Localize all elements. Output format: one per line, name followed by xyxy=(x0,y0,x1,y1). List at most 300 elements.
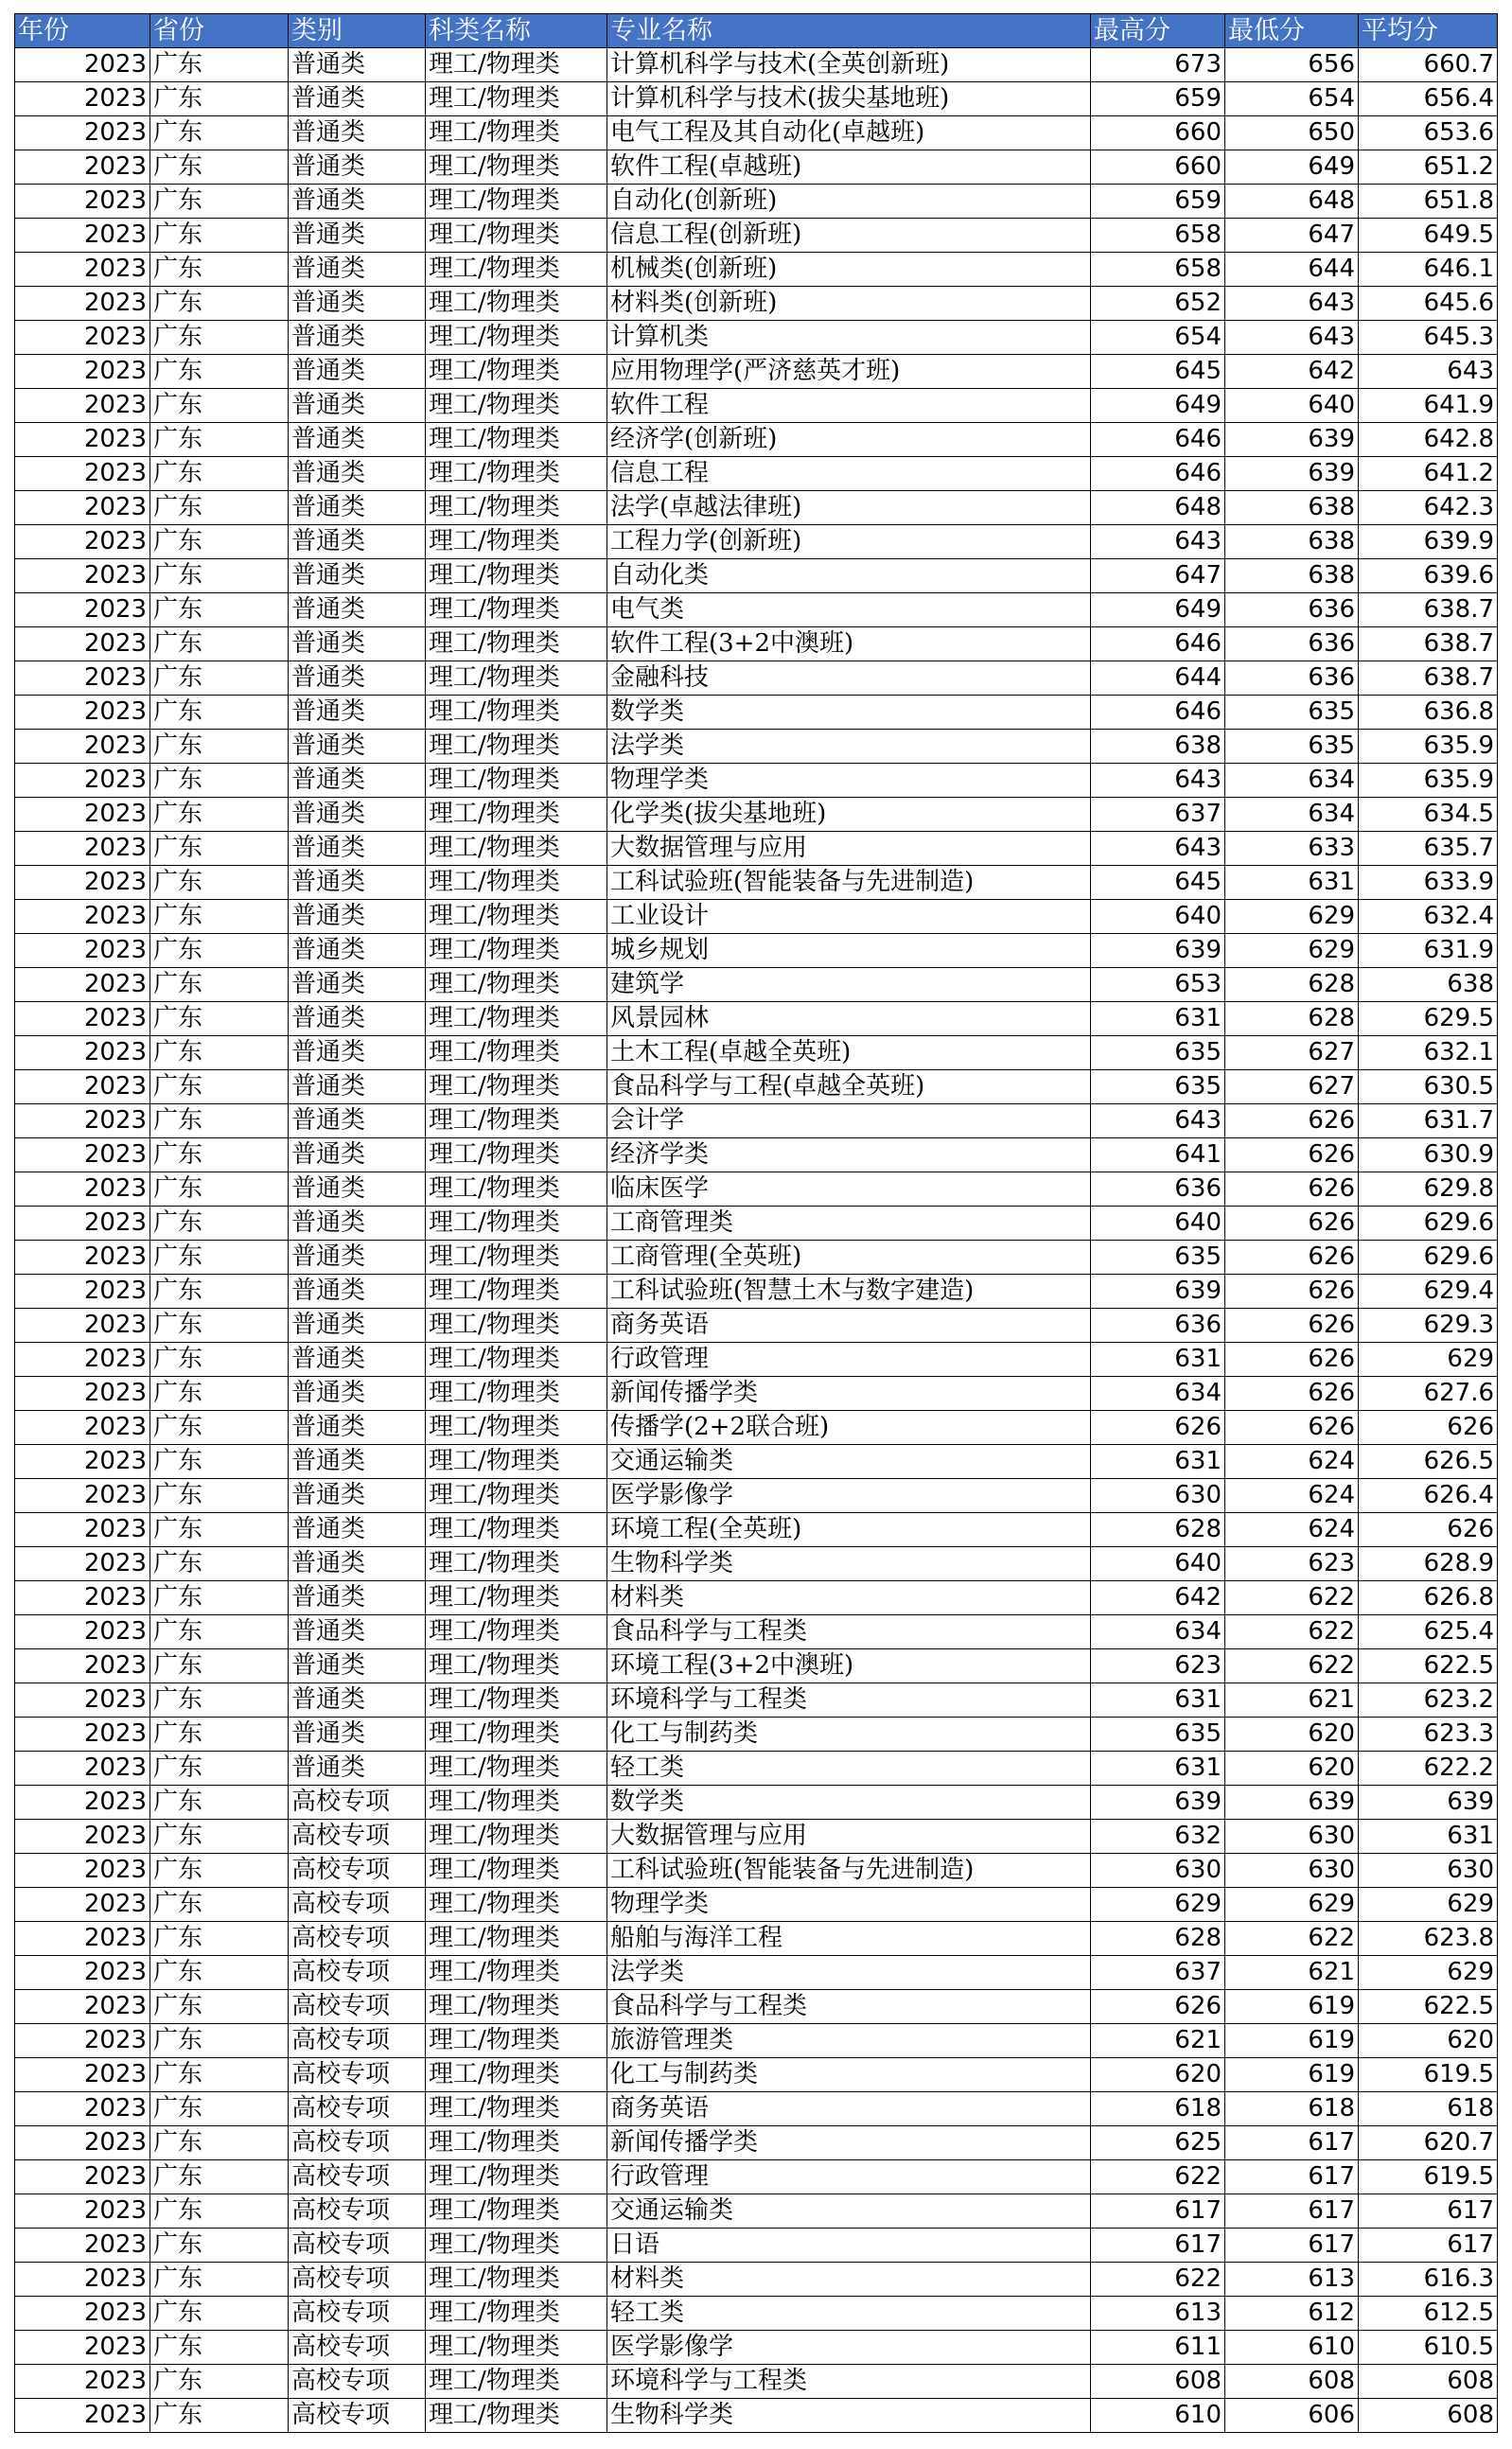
min-score-cell[interactable]: 639 xyxy=(1225,423,1359,457)
major-cell[interactable]: 风景园林 xyxy=(607,1002,1091,1036)
major-cell[interactable]: 材料类(创新班) xyxy=(607,287,1091,321)
province-cell[interactable]: 广东 xyxy=(150,355,289,389)
year-cell[interactable]: 2023 xyxy=(15,1649,150,1683)
category-cell[interactable]: 普通类 xyxy=(289,1207,426,1241)
year-cell[interactable]: 2023 xyxy=(15,1854,150,1888)
max-score-cell[interactable]: 636 xyxy=(1091,1172,1225,1207)
major-cell[interactable]: 环境工程(全英班) xyxy=(607,1513,1091,1547)
avg-score-cell[interactable]: 642.3 xyxy=(1359,491,1498,525)
subject-type-cell[interactable]: 理工/物理类 xyxy=(426,1241,607,1275)
category-cell[interactable]: 高校专项 xyxy=(289,1990,426,2024)
category-cell[interactable]: 普通类 xyxy=(289,1445,426,1479)
max-score-cell[interactable]: 673 xyxy=(1091,48,1225,82)
province-cell[interactable]: 广东 xyxy=(150,1207,289,1241)
year-cell[interactable]: 2023 xyxy=(15,1036,150,1070)
min-score-cell[interactable]: 622 xyxy=(1225,1922,1359,1956)
min-score-cell[interactable]: 633 xyxy=(1225,832,1359,866)
max-score-cell[interactable]: 658 xyxy=(1091,219,1225,253)
max-score-cell[interactable]: 637 xyxy=(1091,798,1225,832)
province-cell[interactable]: 广东 xyxy=(150,2331,289,2365)
min-score-cell[interactable]: 617 xyxy=(1225,2229,1359,2263)
province-cell[interactable]: 广东 xyxy=(150,1581,289,1615)
category-cell[interactable]: 普通类 xyxy=(289,1718,426,1752)
max-score-cell[interactable]: 640 xyxy=(1091,1547,1225,1581)
subject-type-cell[interactable]: 理工/物理类 xyxy=(426,593,607,627)
avg-score-cell[interactable]: 629.8 xyxy=(1359,1172,1498,1207)
category-cell[interactable]: 普通类 xyxy=(289,423,426,457)
province-cell[interactable]: 广东 xyxy=(150,968,289,1002)
subject-type-cell[interactable]: 理工/物理类 xyxy=(426,900,607,934)
year-cell[interactable]: 2023 xyxy=(15,2399,150,2433)
min-score-cell[interactable]: 630 xyxy=(1225,1854,1359,1888)
major-cell[interactable]: 物理学类 xyxy=(607,764,1091,798)
max-score-cell[interactable]: 639 xyxy=(1091,1275,1225,1309)
max-score-cell[interactable]: 646 xyxy=(1091,423,1225,457)
category-cell[interactable]: 高校专项 xyxy=(289,2160,426,2194)
year-cell[interactable]: 2023 xyxy=(15,321,150,355)
category-cell[interactable]: 普通类 xyxy=(289,287,426,321)
max-score-cell[interactable]: 622 xyxy=(1091,2263,1225,2297)
year-cell[interactable]: 2023 xyxy=(15,1888,150,1922)
avg-score-cell[interactable]: 617 xyxy=(1359,2229,1498,2263)
category-cell[interactable]: 高校专项 xyxy=(289,2399,426,2433)
year-cell[interactable]: 2023 xyxy=(15,2365,150,2399)
max-score-cell[interactable]: 629 xyxy=(1091,1888,1225,1922)
subject-type-cell[interactable]: 理工/物理类 xyxy=(426,627,607,661)
subject-type-cell[interactable]: 理工/物理类 xyxy=(426,1888,607,1922)
province-cell[interactable]: 广东 xyxy=(150,2024,289,2058)
major-cell[interactable]: 电气工程及其自动化(卓越班) xyxy=(607,116,1091,150)
major-cell[interactable]: 商务英语 xyxy=(607,1309,1091,1343)
max-score-cell[interactable]: 631 xyxy=(1091,1683,1225,1718)
category-cell[interactable]: 普通类 xyxy=(289,900,426,934)
max-score-cell[interactable]: 660 xyxy=(1091,116,1225,150)
province-cell[interactable]: 广东 xyxy=(150,253,289,287)
year-cell[interactable]: 2023 xyxy=(15,423,150,457)
subject-type-cell[interactable]: 理工/物理类 xyxy=(426,1070,607,1104)
year-cell[interactable]: 2023 xyxy=(15,287,150,321)
year-cell[interactable]: 2023 xyxy=(15,968,150,1002)
max-score-cell[interactable]: 611 xyxy=(1091,2331,1225,2365)
category-cell[interactable]: 普通类 xyxy=(289,1377,426,1411)
subject-type-cell[interactable]: 理工/物理类 xyxy=(426,764,607,798)
subject-type-cell[interactable]: 理工/物理类 xyxy=(426,150,607,185)
max-score-cell[interactable]: 649 xyxy=(1091,593,1225,627)
province-cell[interactable]: 广东 xyxy=(150,1343,289,1377)
max-score-cell[interactable]: 610 xyxy=(1091,2399,1225,2433)
province-cell[interactable]: 广东 xyxy=(150,2058,289,2092)
subject-type-cell[interactable]: 理工/物理类 xyxy=(426,1445,607,1479)
max-score-cell[interactable]: 635 xyxy=(1091,1718,1225,1752)
category-cell[interactable]: 高校专项 xyxy=(289,1956,426,1990)
province-cell[interactable]: 广东 xyxy=(150,219,289,253)
major-cell[interactable]: 城乡规划 xyxy=(607,934,1091,968)
year-cell[interactable]: 2023 xyxy=(15,2297,150,2331)
major-cell[interactable]: 建筑学 xyxy=(607,968,1091,1002)
major-cell[interactable]: 计算机类 xyxy=(607,321,1091,355)
major-cell[interactable]: 材料类 xyxy=(607,2263,1091,2297)
avg-score-cell[interactable]: 646.1 xyxy=(1359,253,1498,287)
year-cell[interactable]: 2023 xyxy=(15,1683,150,1718)
min-score-cell[interactable]: 654 xyxy=(1225,82,1359,116)
avg-score-cell[interactable]: 632.4 xyxy=(1359,900,1498,934)
max-score-cell[interactable]: 646 xyxy=(1091,696,1225,730)
major-cell[interactable]: 软件工程 xyxy=(607,389,1091,423)
category-cell[interactable]: 普通类 xyxy=(289,1002,426,1036)
subject-type-cell[interactable]: 理工/物理类 xyxy=(426,287,607,321)
year-cell[interactable]: 2023 xyxy=(15,355,150,389)
min-score-cell[interactable]: 629 xyxy=(1225,1888,1359,1922)
major-cell[interactable]: 日语 xyxy=(607,2229,1091,2263)
max-score-cell[interactable]: 643 xyxy=(1091,764,1225,798)
province-cell[interactable]: 广东 xyxy=(150,1922,289,1956)
subject-type-cell[interactable]: 理工/物理类 xyxy=(426,1615,607,1649)
province-cell[interactable]: 广东 xyxy=(150,82,289,116)
subject-type-cell[interactable]: 理工/物理类 xyxy=(426,798,607,832)
major-cell[interactable]: 材料类 xyxy=(607,1581,1091,1615)
major-cell[interactable]: 传播学(2+2联合班) xyxy=(607,1411,1091,1445)
category-cell[interactable]: 普通类 xyxy=(289,832,426,866)
min-score-cell[interactable]: 640 xyxy=(1225,389,1359,423)
year-cell[interactable]: 2023 xyxy=(15,1070,150,1104)
year-cell[interactable]: 2023 xyxy=(15,2058,150,2092)
year-cell[interactable]: 2023 xyxy=(15,1718,150,1752)
category-cell[interactable]: 普通类 xyxy=(289,1309,426,1343)
province-cell[interactable]: 广东 xyxy=(150,2160,289,2194)
avg-score-cell[interactable]: 610.5 xyxy=(1359,2331,1498,2365)
subject-type-cell[interactable]: 理工/物理类 xyxy=(426,1854,607,1888)
subject-type-cell[interactable]: 理工/物理类 xyxy=(426,832,607,866)
province-cell[interactable]: 广东 xyxy=(150,1990,289,2024)
category-cell[interactable]: 高校专项 xyxy=(289,2058,426,2092)
min-score-cell[interactable]: 638 xyxy=(1225,559,1359,593)
province-cell[interactable]: 广东 xyxy=(150,1104,289,1138)
avg-score-cell[interactable]: 626.8 xyxy=(1359,1581,1498,1615)
max-score-cell[interactable]: 625 xyxy=(1091,2126,1225,2160)
min-score-cell[interactable]: 621 xyxy=(1225,1956,1359,1990)
subject-type-cell[interactable]: 理工/物理类 xyxy=(426,1820,607,1854)
avg-score-cell[interactable]: 618 xyxy=(1359,2092,1498,2126)
category-cell[interactable]: 普通类 xyxy=(289,1275,426,1309)
province-cell[interactable]: 广东 xyxy=(150,1820,289,1854)
year-cell[interactable]: 2023 xyxy=(15,934,150,968)
min-score-cell[interactable]: 626 xyxy=(1225,1275,1359,1309)
avg-score-cell[interactable]: 630.9 xyxy=(1359,1138,1498,1172)
category-cell[interactable]: 普通类 xyxy=(289,1513,426,1547)
max-score-cell[interactable]: 618 xyxy=(1091,2092,1225,2126)
year-cell[interactable]: 2023 xyxy=(15,389,150,423)
avg-score-cell[interactable]: 636.8 xyxy=(1359,696,1498,730)
category-cell[interactable]: 普通类 xyxy=(289,1172,426,1207)
subject-type-cell[interactable]: 理工/物理类 xyxy=(426,1752,607,1786)
category-cell[interactable]: 普通类 xyxy=(289,321,426,355)
major-cell[interactable]: 大数据管理与应用 xyxy=(607,1820,1091,1854)
max-score-cell[interactable]: 613 xyxy=(1091,2297,1225,2331)
min-score-cell[interactable]: 635 xyxy=(1225,696,1359,730)
min-score-cell[interactable]: 649 xyxy=(1225,150,1359,185)
province-cell[interactable]: 广东 xyxy=(150,491,289,525)
avg-score-cell[interactable]: 635.9 xyxy=(1359,764,1498,798)
province-cell[interactable]: 广东 xyxy=(150,1615,289,1649)
province-cell[interactable]: 广东 xyxy=(150,1956,289,1990)
subject-type-cell[interactable]: 理工/物理类 xyxy=(426,1309,607,1343)
min-score-cell[interactable]: 656 xyxy=(1225,48,1359,82)
min-score-cell[interactable]: 630 xyxy=(1225,1820,1359,1854)
max-score-cell[interactable]: 647 xyxy=(1091,559,1225,593)
header-year[interactable]: 年份 xyxy=(15,14,150,48)
major-cell[interactable]: 会计学 xyxy=(607,1104,1091,1138)
subject-type-cell[interactable]: 理工/物理类 xyxy=(426,1411,607,1445)
year-cell[interactable]: 2023 xyxy=(15,593,150,627)
year-cell[interactable]: 2023 xyxy=(15,1377,150,1411)
avg-score-cell[interactable]: 616.3 xyxy=(1359,2263,1498,2297)
min-score-cell[interactable]: 634 xyxy=(1225,798,1359,832)
avg-score-cell[interactable]: 626 xyxy=(1359,1411,1498,1445)
year-cell[interactable]: 2023 xyxy=(15,1002,150,1036)
avg-score-cell[interactable]: 643 xyxy=(1359,355,1498,389)
avg-score-cell[interactable]: 608 xyxy=(1359,2399,1498,2433)
major-cell[interactable]: 自动化(创新班) xyxy=(607,185,1091,219)
max-score-cell[interactable]: 660 xyxy=(1091,150,1225,185)
avg-score-cell[interactable]: 641.2 xyxy=(1359,457,1498,491)
category-cell[interactable]: 普通类 xyxy=(289,1547,426,1581)
province-cell[interactable]: 广东 xyxy=(150,1138,289,1172)
avg-score-cell[interactable]: 649.5 xyxy=(1359,219,1498,253)
min-score-cell[interactable]: 623 xyxy=(1225,1547,1359,1581)
min-score-cell[interactable]: 617 xyxy=(1225,2160,1359,2194)
subject-type-cell[interactable]: 理工/物理类 xyxy=(426,1990,607,2024)
avg-score-cell[interactable]: 626.5 xyxy=(1359,1445,1498,1479)
max-score-cell[interactable]: 630 xyxy=(1091,1479,1225,1513)
year-cell[interactable]: 2023 xyxy=(15,219,150,253)
avg-score-cell[interactable]: 619.5 xyxy=(1359,2160,1498,2194)
category-cell[interactable]: 普通类 xyxy=(289,866,426,900)
province-cell[interactable]: 广东 xyxy=(150,150,289,185)
major-cell[interactable]: 化工与制药类 xyxy=(607,1718,1091,1752)
year-cell[interactable]: 2023 xyxy=(15,253,150,287)
category-cell[interactable]: 高校专项 xyxy=(289,1786,426,1820)
province-cell[interactable]: 广东 xyxy=(150,48,289,82)
avg-score-cell[interactable]: 626 xyxy=(1359,1513,1498,1547)
major-cell[interactable]: 软件工程(卓越班) xyxy=(607,150,1091,185)
subject-type-cell[interactable]: 理工/物理类 xyxy=(426,1683,607,1718)
province-cell[interactable]: 广东 xyxy=(150,1172,289,1207)
category-cell[interactable]: 普通类 xyxy=(289,1036,426,1070)
category-cell[interactable]: 普通类 xyxy=(289,116,426,150)
major-cell[interactable]: 食品科学与工程(卓越全英班) xyxy=(607,1070,1091,1104)
min-score-cell[interactable]: 636 xyxy=(1225,593,1359,627)
subject-type-cell[interactable]: 理工/物理类 xyxy=(426,321,607,355)
major-cell[interactable]: 信息工程(创新班) xyxy=(607,219,1091,253)
max-score-cell[interactable]: 658 xyxy=(1091,253,1225,287)
avg-score-cell[interactable]: 629.6 xyxy=(1359,1241,1498,1275)
major-cell[interactable]: 食品科学与工程类 xyxy=(607,1990,1091,2024)
year-cell[interactable]: 2023 xyxy=(15,627,150,661)
min-score-cell[interactable]: 631 xyxy=(1225,866,1359,900)
year-cell[interactable]: 2023 xyxy=(15,82,150,116)
max-score-cell[interactable]: 648 xyxy=(1091,491,1225,525)
year-cell[interactable]: 2023 xyxy=(15,1513,150,1547)
category-cell[interactable]: 普通类 xyxy=(289,1343,426,1377)
min-score-cell[interactable]: 626 xyxy=(1225,1411,1359,1445)
major-cell[interactable]: 法学类 xyxy=(607,1956,1091,1990)
max-score-cell[interactable]: 652 xyxy=(1091,287,1225,321)
subject-type-cell[interactable]: 理工/物理类 xyxy=(426,1581,607,1615)
category-cell[interactable]: 普通类 xyxy=(289,219,426,253)
year-cell[interactable]: 2023 xyxy=(15,48,150,82)
max-score-cell[interactable]: 635 xyxy=(1091,1070,1225,1104)
max-score-cell[interactable]: 626 xyxy=(1091,1990,1225,2024)
avg-score-cell[interactable]: 623.2 xyxy=(1359,1683,1498,1718)
min-score-cell[interactable]: 626 xyxy=(1225,1207,1359,1241)
province-cell[interactable]: 广东 xyxy=(150,2399,289,2433)
avg-score-cell[interactable]: 638.7 xyxy=(1359,593,1498,627)
min-score-cell[interactable]: 620 xyxy=(1225,1752,1359,1786)
min-score-cell[interactable]: 628 xyxy=(1225,968,1359,1002)
subject-type-cell[interactable]: 理工/物理类 xyxy=(426,48,607,82)
major-cell[interactable]: 工商管理类 xyxy=(607,1207,1091,1241)
year-cell[interactable]: 2023 xyxy=(15,1343,150,1377)
subject-type-cell[interactable]: 理工/物理类 xyxy=(426,1956,607,1990)
major-cell[interactable]: 信息工程 xyxy=(607,457,1091,491)
min-score-cell[interactable]: 644 xyxy=(1225,253,1359,287)
province-cell[interactable]: 广东 xyxy=(150,2229,289,2263)
category-cell[interactable]: 普通类 xyxy=(289,934,426,968)
province-cell[interactable]: 广东 xyxy=(150,457,289,491)
subject-type-cell[interactable]: 理工/物理类 xyxy=(426,2058,607,2092)
avg-score-cell[interactable]: 617 xyxy=(1359,2194,1498,2229)
avg-score-cell[interactable]: 622.2 xyxy=(1359,1752,1498,1786)
avg-score-cell[interactable]: 623.8 xyxy=(1359,1922,1498,1956)
major-cell[interactable]: 临床医学 xyxy=(607,1172,1091,1207)
major-cell[interactable]: 轻工类 xyxy=(607,2297,1091,2331)
min-score-cell[interactable]: 622 xyxy=(1225,1649,1359,1683)
major-cell[interactable]: 工科试验班(智能装备与先进制造) xyxy=(607,1854,1091,1888)
min-score-cell[interactable]: 639 xyxy=(1225,1786,1359,1820)
category-cell[interactable]: 普通类 xyxy=(289,1581,426,1615)
category-cell[interactable]: 高校专项 xyxy=(289,2092,426,2126)
year-cell[interactable]: 2023 xyxy=(15,1445,150,1479)
year-cell[interactable]: 2023 xyxy=(15,1956,150,1990)
province-cell[interactable]: 广东 xyxy=(150,1513,289,1547)
major-cell[interactable]: 物理学类 xyxy=(607,1888,1091,1922)
major-cell[interactable]: 新闻传播学类 xyxy=(607,2126,1091,2160)
province-cell[interactable]: 广东 xyxy=(150,1683,289,1718)
category-cell[interactable]: 高校专项 xyxy=(289,2365,426,2399)
subject-type-cell[interactable]: 理工/物理类 xyxy=(426,1547,607,1581)
major-cell[interactable]: 行政管理 xyxy=(607,2160,1091,2194)
min-score-cell[interactable]: 626 xyxy=(1225,1309,1359,1343)
avg-score-cell[interactable]: 625.4 xyxy=(1359,1615,1498,1649)
header-avg-score[interactable]: 平均分 xyxy=(1359,14,1498,48)
category-cell[interactable]: 普通类 xyxy=(289,1649,426,1683)
max-score-cell[interactable]: 632 xyxy=(1091,1820,1225,1854)
major-cell[interactable]: 环境工程(3+2中澳班) xyxy=(607,1649,1091,1683)
province-cell[interactable]: 广东 xyxy=(150,934,289,968)
year-cell[interactable]: 2023 xyxy=(15,1615,150,1649)
category-cell[interactable]: 高校专项 xyxy=(289,2331,426,2365)
category-cell[interactable]: 普通类 xyxy=(289,559,426,593)
subject-type-cell[interactable]: 理工/物理类 xyxy=(426,1343,607,1377)
max-score-cell[interactable]: 645 xyxy=(1091,866,1225,900)
avg-score-cell[interactable]: 628.9 xyxy=(1359,1547,1498,1581)
category-cell[interactable]: 普通类 xyxy=(289,968,426,1002)
subject-type-cell[interactable]: 理工/物理类 xyxy=(426,1786,607,1820)
max-score-cell[interactable]: 659 xyxy=(1091,185,1225,219)
category-cell[interactable]: 普通类 xyxy=(289,764,426,798)
major-cell[interactable]: 自动化类 xyxy=(607,559,1091,593)
year-cell[interactable]: 2023 xyxy=(15,2194,150,2229)
category-cell[interactable]: 普通类 xyxy=(289,627,426,661)
subject-type-cell[interactable]: 理工/物理类 xyxy=(426,1922,607,1956)
header-major[interactable]: 专业名称 xyxy=(607,14,1091,48)
min-score-cell[interactable]: 635 xyxy=(1225,730,1359,764)
subject-type-cell[interactable]: 理工/物理类 xyxy=(426,866,607,900)
subject-type-cell[interactable]: 理工/物理类 xyxy=(426,253,607,287)
subject-type-cell[interactable]: 理工/物理类 xyxy=(426,423,607,457)
subject-type-cell[interactable]: 理工/物理类 xyxy=(426,185,607,219)
major-cell[interactable]: 机械类(创新班) xyxy=(607,253,1091,287)
max-score-cell[interactable]: 643 xyxy=(1091,1104,1225,1138)
major-cell[interactable]: 法学类 xyxy=(607,730,1091,764)
min-score-cell[interactable]: 612 xyxy=(1225,2297,1359,2331)
min-score-cell[interactable]: 643 xyxy=(1225,287,1359,321)
max-score-cell[interactable]: 634 xyxy=(1091,1377,1225,1411)
category-cell[interactable]: 普通类 xyxy=(289,1138,426,1172)
year-cell[interactable]: 2023 xyxy=(15,1786,150,1820)
subject-type-cell[interactable]: 理工/物理类 xyxy=(426,116,607,150)
subject-type-cell[interactable]: 理工/物理类 xyxy=(426,389,607,423)
subject-type-cell[interactable]: 理工/物理类 xyxy=(426,2229,607,2263)
min-score-cell[interactable]: 626 xyxy=(1225,1138,1359,1172)
year-cell[interactable]: 2023 xyxy=(15,2092,150,2126)
avg-score-cell[interactable]: 631 xyxy=(1359,1820,1498,1854)
subject-type-cell[interactable]: 理工/物理类 xyxy=(426,1479,607,1513)
major-cell[interactable]: 环境科学与工程类 xyxy=(607,2365,1091,2399)
year-cell[interactable]: 2023 xyxy=(15,457,150,491)
year-cell[interactable]: 2023 xyxy=(15,1309,150,1343)
max-score-cell[interactable]: 641 xyxy=(1091,1138,1225,1172)
subject-type-cell[interactable]: 理工/物理类 xyxy=(426,1036,607,1070)
subject-type-cell[interactable]: 理工/物理类 xyxy=(426,219,607,253)
avg-score-cell[interactable]: 627.6 xyxy=(1359,1377,1498,1411)
subject-type-cell[interactable]: 理工/物理类 xyxy=(426,2092,607,2126)
major-cell[interactable]: 大数据管理与应用 xyxy=(607,832,1091,866)
min-score-cell[interactable]: 626 xyxy=(1225,1241,1359,1275)
header-min-score[interactable]: 最低分 xyxy=(1225,14,1359,48)
min-score-cell[interactable]: 622 xyxy=(1225,1581,1359,1615)
min-score-cell[interactable]: 647 xyxy=(1225,219,1359,253)
avg-score-cell[interactable]: 634.5 xyxy=(1359,798,1498,832)
year-cell[interactable]: 2023 xyxy=(15,1207,150,1241)
category-cell[interactable]: 普通类 xyxy=(289,82,426,116)
min-score-cell[interactable]: 629 xyxy=(1225,900,1359,934)
subject-type-cell[interactable]: 理工/物理类 xyxy=(426,1138,607,1172)
year-cell[interactable]: 2023 xyxy=(15,1752,150,1786)
avg-score-cell[interactable]: 629.6 xyxy=(1359,1207,1498,1241)
max-score-cell[interactable]: 622 xyxy=(1091,2160,1225,2194)
min-score-cell[interactable]: 610 xyxy=(1225,2331,1359,2365)
subject-type-cell[interactable]: 理工/物理类 xyxy=(426,525,607,559)
major-cell[interactable]: 环境科学与工程类 xyxy=(607,1683,1091,1718)
avg-score-cell[interactable]: 629 xyxy=(1359,1343,1498,1377)
max-score-cell[interactable]: 644 xyxy=(1091,661,1225,696)
major-cell[interactable]: 应用物理学(严济慈英才班) xyxy=(607,355,1091,389)
min-score-cell[interactable]: 608 xyxy=(1225,2365,1359,2399)
avg-score-cell[interactable]: 620.7 xyxy=(1359,2126,1498,2160)
min-score-cell[interactable]: 639 xyxy=(1225,457,1359,491)
max-score-cell[interactable]: 659 xyxy=(1091,82,1225,116)
